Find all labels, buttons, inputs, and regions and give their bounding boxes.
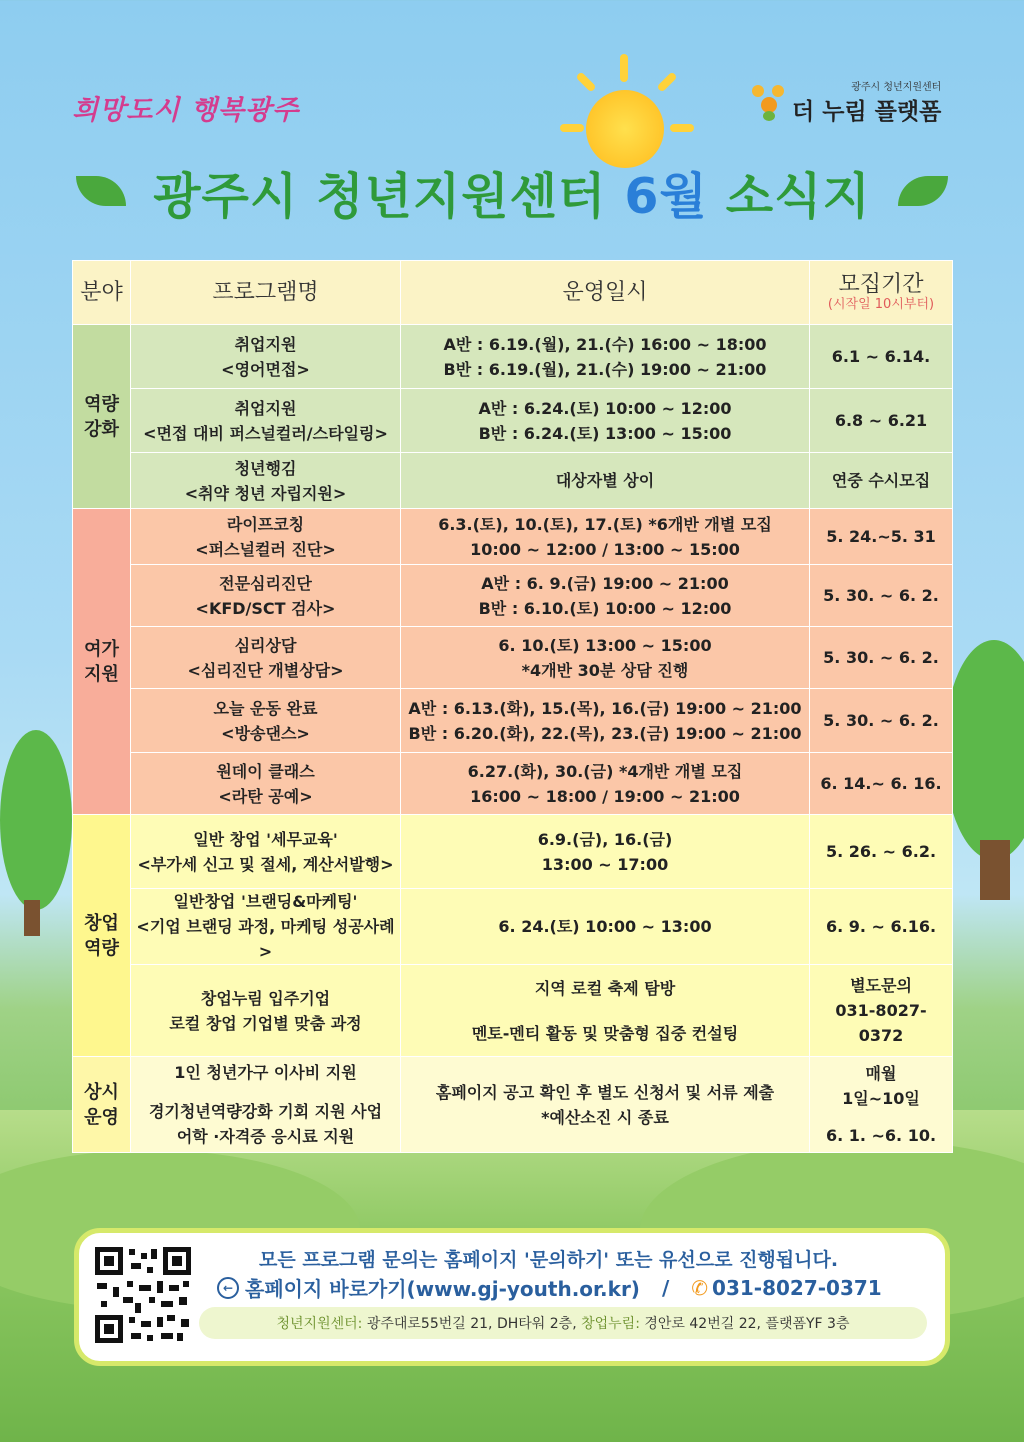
period-cell <box>810 325 953 389</box>
header-period-note: (시작일 10시부터) <box>827 297 935 312</box>
contact-line <box>217 1273 882 1302</box>
schedule-line: B반 : 6.19.(월), 21.(수) 19:00 ~ 21:00 <box>443 359 767 379</box>
schedule-line: B반 : 6.24.(토) 13:00 ~ 15:00 <box>478 423 732 443</box>
table-row <box>73 509 953 565</box>
program-cell <box>131 565 401 627</box>
table-row <box>73 889 953 965</box>
header-period <box>810 261 953 325</box>
program-line: <부가세 신고 및 절세, 계산서발행> <box>137 854 394 874</box>
period-line: 6.8 ~ 6.21 <box>834 411 928 430</box>
period-cell <box>810 1057 953 1153</box>
contact-box <box>74 1228 950 1366</box>
schedule-cell <box>401 627 810 689</box>
sun-ray-decoration <box>620 54 628 82</box>
phone-number[interactable]: 031-8027-0371 <box>712 1275 882 1300</box>
table-row <box>73 1057 953 1153</box>
program-line: 경기청년역량강화 기회 지원 사업 <box>148 1102 383 1121</box>
program-cell <box>131 389 401 453</box>
homepage-link[interactable]: 홈페이지 바로가기(www.gj-youth.or.kr) <box>245 1277 640 1301</box>
category-label: 상시 <box>84 1081 119 1103</box>
program-cell <box>131 689 401 753</box>
program-cell <box>131 753 401 815</box>
program-line: 전문심리진단 <box>219 573 312 593</box>
schedule-line: 6.9.(금), 16.(금) <box>537 829 673 849</box>
schedule-line: 대상자별 상이 <box>555 471 655 490</box>
tree-decoration <box>0 730 72 910</box>
table-row <box>73 815 953 889</box>
category-label: 역량 <box>84 393 119 415</box>
schedule-line: 6. 10.(토) 13:00 ~ 15:00 <box>498 635 712 655</box>
sun-ray-decoration <box>560 124 584 132</box>
program-line: 라이프코칭 <box>226 514 305 534</box>
program-line: <영어면접> <box>221 359 310 379</box>
period-line: 5. 24.~5. 31 <box>826 527 936 546</box>
program-line: <퍼스널컬러 진단> <box>195 539 336 559</box>
title-part1: 광주시 청년지원센터 <box>153 168 625 225</box>
schedule-cell <box>401 389 810 453</box>
category-label: 여가 <box>84 638 119 660</box>
title-part2: 소식지 <box>707 168 871 225</box>
table-row <box>73 689 953 753</box>
program-line: <심리진단 개별상담> <box>187 660 344 680</box>
table-row <box>73 565 953 627</box>
program-line: 로컬 창업 기업별 맞춤 과정 <box>169 1013 362 1033</box>
table-row <box>73 453 953 509</box>
schedule-line: 6.27.(화), 30.(금) *4개반 개별 모집 <box>467 761 743 781</box>
schedule-line: B반 : 6.20.(화), 22.(목), 23.(금) 19:00 ~ 21:00 <box>408 723 802 743</box>
program-cell <box>131 325 401 389</box>
schedule-cell <box>401 509 810 565</box>
program-line: 취업지원 <box>234 334 297 354</box>
period-line: 연중 수시모집 <box>831 471 931 490</box>
address-bar <box>199 1307 927 1339</box>
table-row <box>73 965 953 1057</box>
category-label: 창업 <box>84 912 119 934</box>
schedule-line: 홈페이지 공고 확인 후 별도 신청서 및 서류 제출 <box>435 1082 775 1102</box>
program-line: 일반 창업 '세무교육' <box>193 829 338 849</box>
period-cell <box>810 753 953 815</box>
table-row <box>73 389 953 453</box>
schedule-cell <box>401 565 810 627</box>
period-cell <box>810 389 953 453</box>
schedule-cell <box>401 325 810 389</box>
sun-ray-decoration <box>670 124 694 132</box>
period-line: 매월 <box>865 1064 897 1083</box>
period-cell <box>810 453 953 509</box>
schedule-line: 16:00 ~ 18:00 / 19:00 ~ 21:00 <box>470 786 740 806</box>
period-cell <box>810 889 953 965</box>
sun-ray-decoration <box>656 71 677 92</box>
schedule-line: 13:00 ~ 17:00 <box>541 854 669 874</box>
program-cell <box>131 965 401 1057</box>
title-month: 6월 <box>624 168 708 225</box>
schedule-cell <box>401 453 810 509</box>
program-cell <box>131 889 401 965</box>
header-schedule: 운영일시 <box>401 261 810 325</box>
contact-separator: / <box>661 1275 670 1300</box>
program-line: 청년행김 <box>234 458 297 478</box>
period-line: 5. 30. ~ 6. 2. <box>823 586 939 605</box>
center-address: 광주대로55번길 21, DH타워 2층, <box>366 1316 577 1332</box>
qr-code-graphic <box>95 1247 191 1343</box>
category-label: 역량 <box>84 937 119 959</box>
schedule-line: B반 : 6.10.(토) 10:00 ~ 12:00 <box>478 598 732 618</box>
slogan-logo: 희망도시 행복광주 <box>72 95 300 126</box>
schedule-line: A반 : 6.24.(토) 10:00 ~ 12:00 <box>478 398 732 418</box>
schedule-cell <box>401 965 810 1057</box>
period-line: 6.1 ~ 6.14. <box>831 347 931 366</box>
period-line: 별도문의 <box>850 976 912 995</box>
program-line: 심리상담 <box>234 635 297 655</box>
period-line: 5. 30. ~ 6. 2. <box>823 648 939 667</box>
program-line: <취약 청년 자립지원> <box>184 483 347 503</box>
schedule-line: 지역 로컬 축제 탐방 <box>534 978 676 998</box>
program-line: <면접 대비 퍼스널컬러/스타일링> <box>143 423 388 443</box>
program-table <box>72 260 953 1153</box>
category-label: 지원 <box>84 663 119 685</box>
center-logo <box>752 78 941 126</box>
program-line: 오늘 운동 완료 <box>213 698 318 718</box>
table-row <box>73 627 953 689</box>
schedule-cell <box>401 753 810 815</box>
schedule-line: A반 : 6.13.(화), 15.(목), 16.(금) 19:00 ~ 21:00 <box>408 698 802 718</box>
period-line: 6. 14.~ 6. 16. <box>820 774 942 793</box>
tree-trunk-decoration <box>24 900 40 936</box>
header-field: 분야 <box>73 261 131 325</box>
header-period-label: 모집기간 <box>838 272 924 297</box>
table-header-row <box>73 261 953 325</box>
program-line: 원데이 클래스 <box>216 761 315 781</box>
schedule-cell <box>401 689 810 753</box>
sun-icon <box>586 90 664 168</box>
qr-code-icon[interactable] <box>95 1247 191 1343</box>
schedule-line: A반 : 6. 9.(금) 19:00 ~ 21:00 <box>481 573 729 593</box>
program-line: 취업지원 <box>234 398 297 418</box>
tree-trunk-decoration <box>980 840 1010 900</box>
period-line: 5. 26. ~ 6.2. <box>825 842 937 861</box>
startup-address-label: 창업누림: <box>581 1316 640 1332</box>
program-line: <방송댄스> <box>221 723 310 743</box>
platform-logo-icon <box>752 83 786 121</box>
schedule-line: A반 : 6.19.(월), 21.(수) 16:00 ~ 18:00 <box>443 334 767 354</box>
period-line: 6. 1. ~6. 10. <box>825 1126 937 1145</box>
table-row <box>73 753 953 815</box>
program-line: 1인 청년가구 이사비 지원 <box>174 1063 357 1082</box>
schedule-line: *예산소진 시 종료 <box>541 1107 669 1127</box>
program-line: 어학 ·자격증 응시료 지원 <box>176 1127 355 1146</box>
period-line: 1일~10일 <box>842 1089 920 1108</box>
period-cell <box>810 565 953 627</box>
program-line: 창업누림 입주기업 <box>200 988 331 1008</box>
period-cell <box>810 509 953 565</box>
arrow-left-circle-icon: ← <box>217 1277 239 1299</box>
logo-title: 더 누림 플랫폼 <box>792 99 942 125</box>
startup-address: 경안로 42번길 22, 플랫폼YF 3층 <box>644 1316 850 1332</box>
period-cell <box>810 815 953 889</box>
program-cell <box>131 1057 401 1153</box>
center-address-label: 청년지원센터: <box>276 1316 363 1332</box>
tree-decoration <box>944 640 1024 860</box>
category-cell <box>73 509 131 815</box>
period-line: 6. 9. ~ 6.16. <box>825 917 937 936</box>
period-cell <box>810 627 953 689</box>
schedule-cell <box>401 889 810 965</box>
schedule-cell <box>401 815 810 889</box>
schedule-line: 10:00 ~ 12:00 / 13:00 ~ 15:00 <box>470 539 740 559</box>
page-title <box>0 158 1024 228</box>
program-line: 일반창업 '브랜딩&마케팅' <box>173 892 358 911</box>
program-cell <box>131 627 401 689</box>
program-line: <KFD/SCT 검사> <box>195 598 336 618</box>
category-cell <box>73 1057 131 1153</box>
logo-subtitle: 광주시 청년지원센터 <box>851 82 942 93</box>
program-line: <라탄 공예> <box>218 786 313 806</box>
program-cell <box>131 815 401 889</box>
phone-icon: ✆ <box>691 1275 709 1300</box>
period-line: 5. 30. ~ 6. 2. <box>823 711 939 730</box>
schedule-line: *4개반 30분 상담 진행 <box>521 660 689 680</box>
program-cell <box>131 509 401 565</box>
category-cell <box>73 815 131 1057</box>
schedule-cell <box>401 1057 810 1153</box>
schedule-line: 6. 24.(토) 10:00 ~ 13:00 <box>498 917 712 936</box>
program-line: <기업 브랜딩 과정, 마케팅 성공사례> <box>136 917 395 961</box>
sun-ray-decoration <box>575 71 596 92</box>
schedule-line: 멘토-멘티 활동 및 맞춤형 집중 컨설팅 <box>471 1023 739 1043</box>
schedule-line: 6.3.(토), 10.(토), 17.(토) *6개반 개별 모집 <box>438 514 772 534</box>
category-label: 운영 <box>84 1106 119 1128</box>
period-cell <box>810 965 953 1057</box>
category-label: 강화 <box>84 418 119 440</box>
header-program: 프로그램명 <box>131 261 401 325</box>
category-cell <box>73 325 131 509</box>
program-cell <box>131 453 401 509</box>
table-row <box>73 325 953 389</box>
inquiry-notice: 모든 프로그램 문의는 홈페이지 '문의하기' 또는 유선으로 진행됩니다. <box>259 1249 839 1271</box>
period-cell <box>810 689 953 753</box>
period-line: 031-8027-0372 <box>835 1001 927 1045</box>
